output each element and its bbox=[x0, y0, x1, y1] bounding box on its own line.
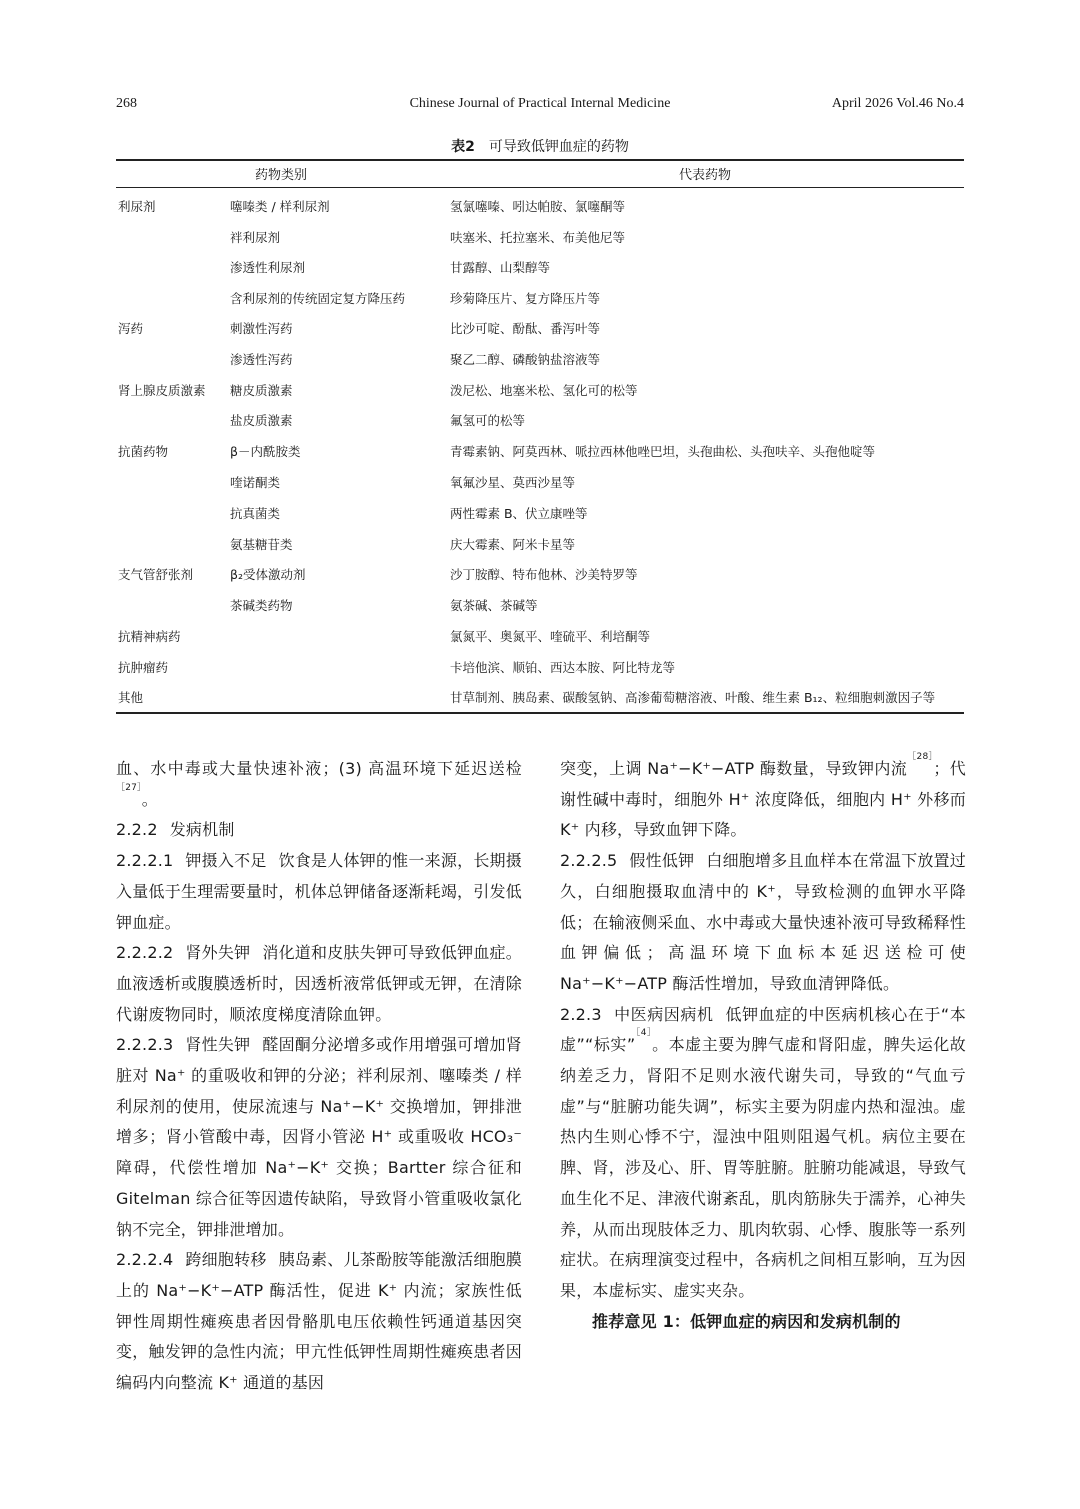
table-row bbox=[116, 381, 964, 411]
table-cell-drugs: 两性霉素 B、伏立康唑等 bbox=[450, 506, 588, 521]
table-caption bbox=[116, 136, 964, 156]
table-cell-category: 抗精神病药 bbox=[118, 629, 181, 644]
table-col-header-category: 药物类别 bbox=[254, 168, 307, 183]
table-row bbox=[116, 319, 964, 349]
table-cell-drugs: 聚乙二醇、磷酸钠盐溶液等 bbox=[450, 352, 601, 367]
table-row bbox=[116, 228, 964, 258]
table-cell-category: 泻药 bbox=[118, 321, 144, 336]
table-cell-subclass: 喹诺酮类 bbox=[230, 475, 281, 490]
table-cell-drugs: 氨茶碱、茶碱等 bbox=[450, 598, 538, 613]
table-cell-subclass: 抗真菌类 bbox=[230, 506, 281, 521]
subsection-2-2-2-3: 2.2.2.3 肾性失钾 醛固酮分泌增多或作用增强可增加肾脏对 Na⁺ 的重吸收和钾的分泌；袢利尿剂、噻嗪类 / 样利尿剂的使用，使尿流速与 Na⁺−K⁺ 交换增加，钾排泄增多；肾小管酸中毒，因肾小管泌 H⁺ 或重吸收 HCO₃⁻ 障碍，代偿性增加 Na⁺−K⁺ 交换；Bartter 综合征和 Gitelman 综合征等因遗传缺陷，导致肾小管重吸收氯化钠不完全，钾排泄增加。 bbox=[116, 1035, 522, 1239]
table-title: 可导致低钾血症的药物 bbox=[488, 139, 629, 155]
paragraph-continuation: 突变，上调 Na⁺−K⁺−ATP 酶数量，导致钾内流$^{[28]}$；代谢性碱中毒时，细胞外 H⁺ 浓度降低，细胞内 H⁺ 外移而 K⁺ 内移，导致血钾下降。 bbox=[560, 752, 966, 840]
paragraph-continuation: 血、水中毒或大量快速补液；(3) 高温环境下延迟送检$^{[27]}$。 bbox=[116, 759, 522, 809]
subsection-2-2-2-5: 2.2.2.5 假性低钾 白细胞增多且血样本在常温下放置过久，白细胞摄取血清中的 K⁺，导致检测的血钾水平降低；在输液侧采血、水中毒或大量快速补液可导致稀释性血钾偏低；高温环境下血标本延迟送检可使 Na⁺−K⁺−ATP 酶活性增加，导致血清钾降低。 bbox=[560, 851, 966, 993]
table-cell-category: 其他 bbox=[118, 690, 144, 705]
table-cell-subclass: 茶碱类药物 bbox=[230, 598, 293, 613]
table-cell-drugs: 珍菊降压片、复方降压片等 bbox=[450, 291, 601, 306]
table-row bbox=[116, 658, 964, 688]
subsection-2-2-2-2: 2.2.2.2 肾外失钾 消化道和皮肤失钾可导致低钾血症。血液透析或腹膜透析时，因透析液常低钾或无钾，在清除代谢废物同时，顺浓度梯度清除血钾。 bbox=[116, 943, 522, 1024]
table-cell-subclass: 刺激性泻药 bbox=[230, 321, 293, 336]
citation: ［27］ bbox=[116, 782, 142, 793]
table-label: 表2 bbox=[451, 139, 475, 155]
table-row bbox=[116, 504, 964, 534]
table-row bbox=[116, 688, 964, 718]
table-cell-drugs: 甘露醇、山梨醇等 bbox=[450, 260, 551, 275]
subsection-2-2-3: 2.2.3 中医病因病机 低钾血症的中医病机核心在于“本虚”“标实”$^{[4]}$。本虚主要为脾气虚和肾阳虚，脾失运化故纳差乏力，肾阳不足则水液代谢失司，导致的“气血亏虚”与“脏腑功能失调”，标实主要为阴虚内热和湿浊。虚热内生则心悸不宁，湿浊中阻则阻遏气机。病位主要在脾、肾，涉及心、肝、胃等脏腑。脏腑功能减退，导致气血生化不足、津液代谢紊乱，肌肉筋脉失于濡养，心神失养，从而出现肢体乏力、肌肉软弱、心悸、腹胀等一系列症状。在病理演变过程中，各病机之间相互影响，互为因果，本虚标实、虚实夹杂。 bbox=[560, 1004, 966, 1300]
table-cell-subclass: 糖皮质激素 bbox=[230, 383, 293, 398]
table-col-header-drugs: 代表药物 bbox=[678, 168, 731, 183]
table-cell-category: 抗菌药物 bbox=[118, 444, 169, 459]
section-heading-2-2-2: 2.2.2 发病机制 bbox=[116, 820, 235, 840]
table-cell-drugs: 呋塞米、托拉塞米、布美他尼等 bbox=[450, 230, 626, 245]
table-row bbox=[116, 258, 964, 288]
table-cell-drugs: 氯氮平、奥氮平、喹硫平、利培酮等 bbox=[450, 629, 651, 644]
table-row bbox=[116, 596, 964, 626]
table-cell-drugs: 庆大霉素、阿米卡星等 bbox=[450, 537, 576, 552]
table-cell-subclass: 袢利尿剂 bbox=[230, 230, 281, 245]
table-cell-subclass: 噻嗪类 / 样利尿剂 bbox=[230, 199, 330, 214]
table-row bbox=[116, 442, 964, 472]
table-row bbox=[116, 411, 964, 441]
journal-name: Chinese Journal of Practical Internal Medicine bbox=[409, 96, 671, 111]
table-cell-drugs: 甘草制剂、胰岛素、碳酸氢钠、高渗葡萄糖溶液、叶酸、维生素 B₁₂、粒细胞刺激因子等 bbox=[450, 690, 936, 705]
subsection-2-2-2-1: 2.2.2.1 钾摄入不足 饮食是人体钾的惟一来源，长期摄入量低于生理需要量时，机体总钾储备逐渐耗竭，引发低钾血症。 bbox=[116, 851, 522, 932]
table-top-rule bbox=[116, 159, 964, 161]
table-cell-subclass: β₂受体激动剂 bbox=[230, 567, 306, 582]
table-row bbox=[116, 197, 964, 227]
table-row bbox=[116, 627, 964, 657]
table-cell-subclass: 渗透性利尿剂 bbox=[230, 260, 306, 275]
table-cell-category: 肾上腺皮质激素 bbox=[118, 383, 206, 398]
running-header bbox=[116, 96, 964, 120]
table-cell-drugs: 青霉素钠、阿莫西林、哌拉西林他唑巴坦，头孢曲松、头孢呋辛、头孢他啶等 bbox=[450, 444, 876, 459]
table-cell-category: 抗肿瘤药 bbox=[118, 660, 169, 675]
table-cell-category: 利尿剂 bbox=[118, 199, 156, 214]
left-column bbox=[116, 754, 522, 1399]
table-cell-subclass: 氨基糖苷类 bbox=[230, 537, 293, 552]
recommendation-1: 推荐意见 1：低钾血症的病因和发病机制的 bbox=[592, 1311, 901, 1331]
table-header-rule bbox=[116, 187, 964, 188]
table-cell-drugs: 泼尼松、地塞米松、氢化可的松等 bbox=[450, 383, 638, 398]
table-row bbox=[116, 473, 964, 503]
table-row bbox=[116, 565, 964, 595]
citation: ［4］ bbox=[635, 1028, 653, 1039]
page-number: 268 bbox=[116, 96, 137, 111]
table-cell-drugs: 氢氯噻嗪、吲达帕胺、氯噻酮等 bbox=[450, 199, 626, 214]
table-cell-drugs: 比沙可啶、酚酞、番泻叶等 bbox=[450, 321, 601, 336]
table-bottom-rule bbox=[116, 712, 964, 714]
table-cell-subclass: 渗透性泻药 bbox=[230, 352, 293, 367]
table-cell-drugs: 氧氟沙星、莫西沙星等 bbox=[450, 475, 576, 490]
subsection-2-2-2-4: 2.2.2.4 跨细胞转移 胰岛素、儿茶酚胺等能激活细胞膜上的 Na⁺−K⁺−ATP 酶活性，促进 K⁺ 内流；家族性低钾性周期性瘫痪患者因骨骼肌电压依赖性钙通道基因突变，触发钾的急性内流；甲亢性低钾性周期性瘫痪患者因编码内向整流 K⁺ 通道的基因 bbox=[116, 1250, 522, 1393]
citation: ［28］ bbox=[907, 752, 934, 762]
table-cell-drugs: 沙丁胺醇、特布他林、沙美特罗等 bbox=[450, 567, 638, 582]
right-column bbox=[560, 754, 966, 1337]
table-cell-subclass: 盐皮质激素 bbox=[230, 413, 293, 428]
table-cell-drugs: 卡培他滨、顺铂、西达本胺、阿比特龙等 bbox=[450, 660, 676, 675]
table-cell-category: 支气管舒张剂 bbox=[118, 567, 194, 582]
table-row bbox=[116, 535, 964, 565]
table-cell-subclass: 含利尿剂的传统固定复方降压药 bbox=[230, 291, 406, 306]
table-row bbox=[116, 289, 964, 319]
table-cell-drugs: 氟氢可的松等 bbox=[450, 413, 526, 428]
table-row bbox=[116, 350, 964, 380]
table-cell-subclass: β－内酰胺类 bbox=[230, 444, 301, 459]
issue-info: April 2026 Vol.46 No.4 bbox=[831, 96, 964, 111]
